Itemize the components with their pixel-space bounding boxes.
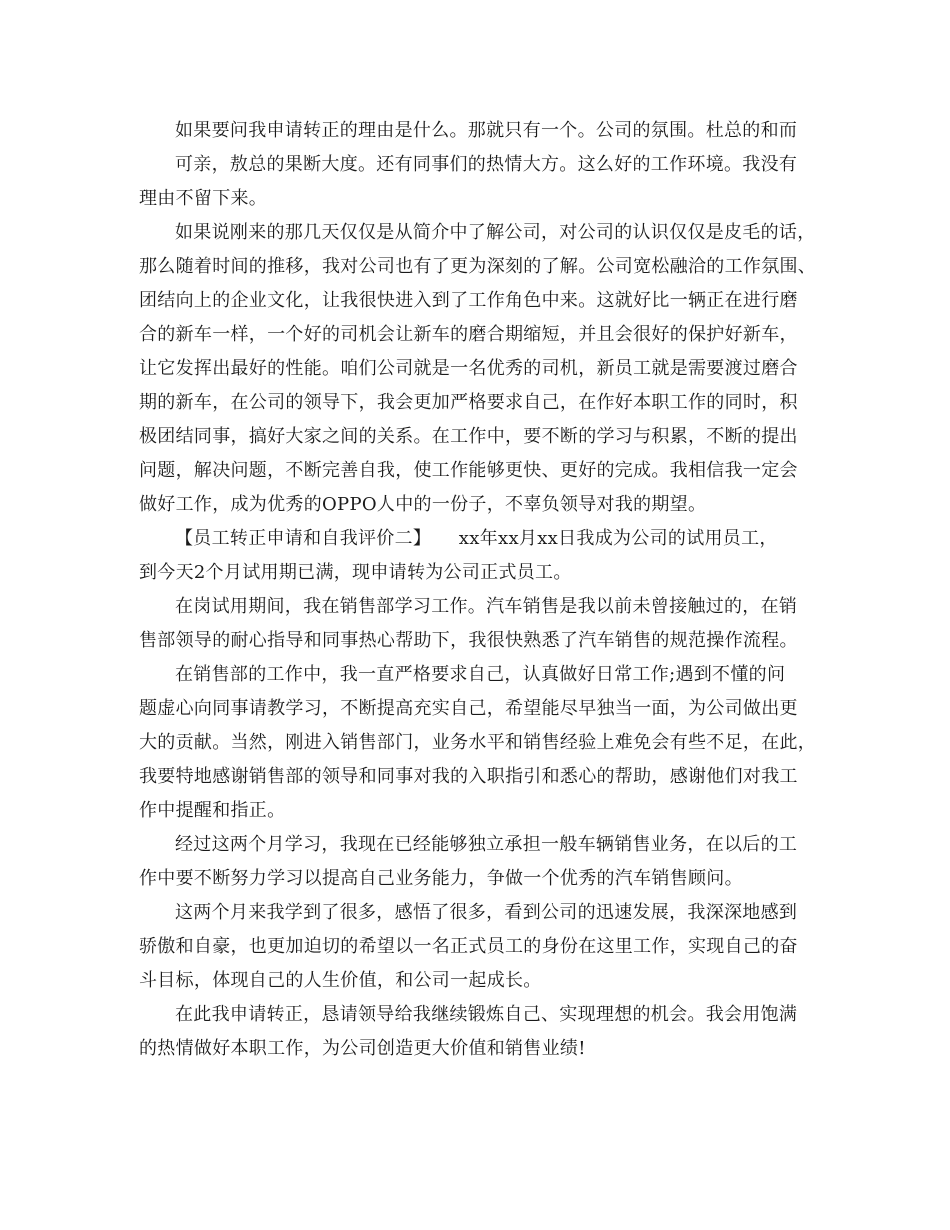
- text-line: 到今天2个月试用期已满，现申请转为公司正式员工。: [139, 562, 572, 583]
- text-line: 问题，解决问题，不断完善自我，使工作能够更快、更好的完成。我相信我一定会: [139, 460, 798, 481]
- text-line: 斗目标，体现自己的人生价值，和公司一起成长。: [139, 970, 542, 991]
- text-line: 大的贡献。当然，刚进入销售部门，业务水平和销售经验上难免会有些不足，在此，: [139, 732, 817, 753]
- text-line: 在岗试用期间，我在销售部学习工作。汽车销售是我以前未曾接触过的，在销: [175, 596, 798, 617]
- text-line: 经过这两个月学习，我现在已经能够独立承担一般车辆销售业务，在以后的工: [175, 834, 798, 855]
- text-line: 如果要问我申请转正的理由是什么。那就只有一个。公司的氛围。杜总的和而: [175, 120, 798, 141]
- text-line: 如果说刚来的那几天仅仅是从简介中了解公司，对公司的认识仅仅是皮毛的话，: [175, 222, 816, 243]
- text-line: 合的新车一样，一个好的司机会让新车的磨合期缩短，并且会很好的保护好新车，: [139, 324, 798, 345]
- text-line: 可亲，敖总的果断大度。还有同事们的热情大方。这么好的工作环境。我没有: [175, 154, 798, 175]
- text-line: 那么随着时间的推移，我对公司也有了更为深刻的了解。公司宽松融洽的工作氛围、: [139, 256, 817, 277]
- text-line: 我要特地感谢销售部的领导和同事对我的入职指引和悉心的帮助，感谢他们对我工: [139, 766, 798, 787]
- text-line: 题虚心向同事请教学习，不断提高充实自己，希望能尽早独当一面，为公司做出更: [139, 698, 798, 719]
- text-line: 作中提醒和指正。: [139, 800, 286, 821]
- text-line: 理由不留下来。: [139, 188, 268, 209]
- section-heading-line: 【员工转正申请和自我评价二】 xx年xx月xx日我成为公司的试用员工，: [175, 528, 778, 549]
- text-line: 这两个月来我学到了很多，感悟了很多，看到公司的迅速发展，我深深地感到: [175, 902, 798, 923]
- text-line: 团结向上的企业文化，让我很快进入到了工作角色中来。这就好比一辆正在进行磨: [139, 290, 798, 311]
- text-line: 作中要不断努力学习以提高自己业务能力，争做一个优秀的汽车销售顾问。: [139, 868, 743, 889]
- text-line: 让它发挥出最好的性能。咱们公司就是一名优秀的司机，新员工就是需要渡过磨合: [139, 358, 798, 379]
- text-line: 在此我申请转正，恳请领导给我继续锻炼自己、实现理想的机会。我会用饱满: [175, 1004, 798, 1025]
- text-line: 的热情做好本职工作，为公司创造更大价值和销售业绩!: [139, 1038, 586, 1059]
- text-line: 骄傲和自豪，也更加迫切的希望以一名正式员工的身份在这里工作，实现自己的奋: [139, 936, 798, 957]
- text-line: 在销售部的工作中，我一直严格要求自己，认真做好日常工作;遇到不懂的问: [175, 664, 786, 685]
- text-line: 做好工作，成为优秀的OPPO人中的一份子，不辜负领导对我的期望。: [139, 494, 707, 515]
- text-line: 期的新车，在公司的领导下，我会更加严格要求自己，在作好本职工作的同时，积: [139, 392, 798, 413]
- text-line: 售部领导的耐心指导和同事热心帮助下，我很快熟悉了汽车销售的规范操作流程。: [139, 630, 798, 651]
- text-line: 极团结同事，搞好大家之间的关系。在工作中，要不断的学习与积累，不断的提出: [139, 426, 798, 447]
